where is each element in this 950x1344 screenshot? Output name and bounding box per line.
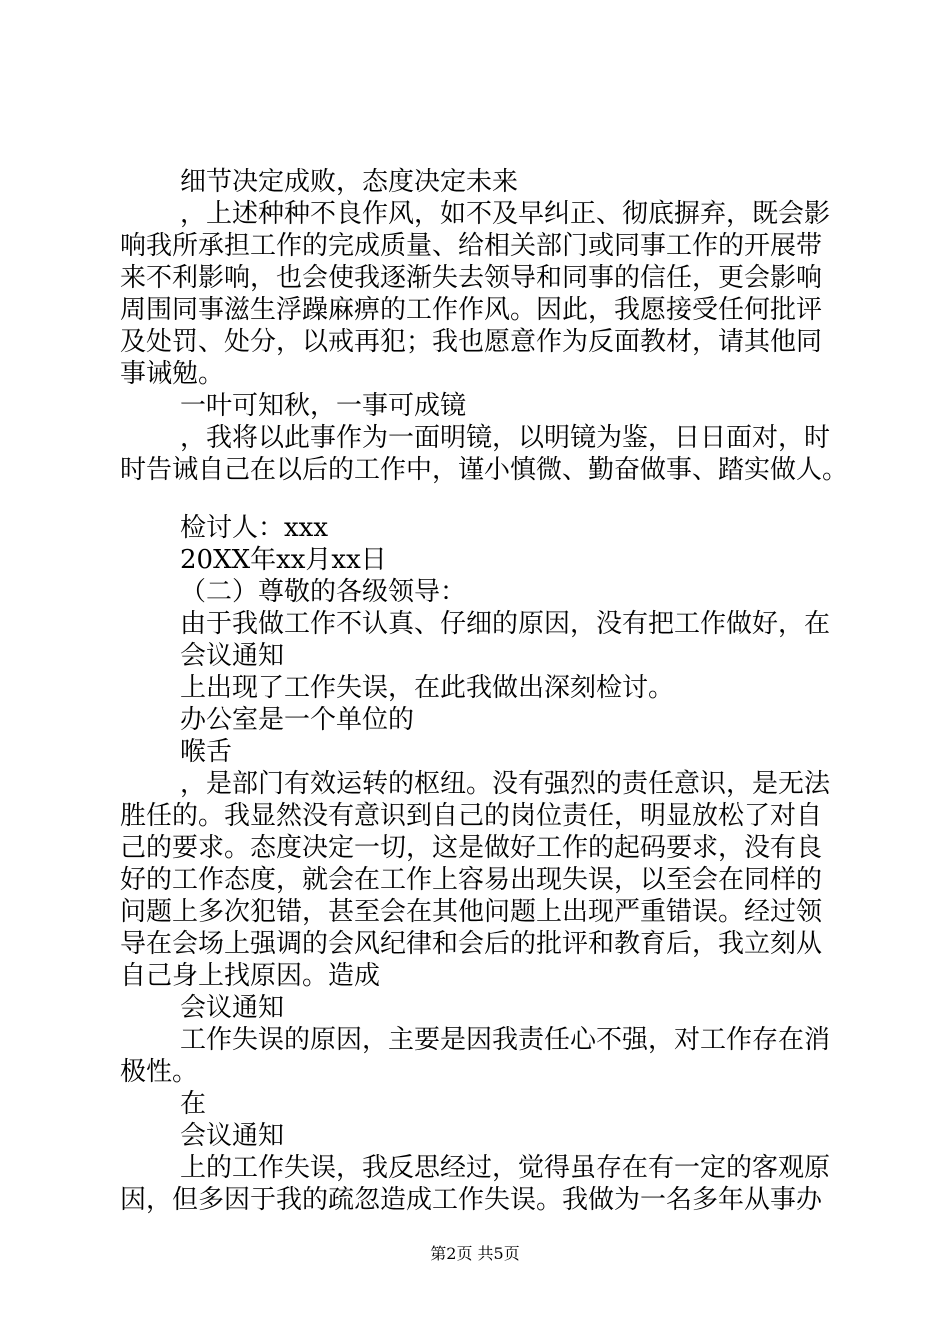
date-line: 20XX年xx月xx日: [180, 545, 387, 575]
page-number-footer: 第2页 共5页: [430, 1244, 520, 1263]
text-line: 细节决定成败，态度决定未来: [180, 167, 519, 197]
text-line: 上的工作失误，我反思经过，觉得虽存在有一定的客观原: [180, 1153, 831, 1183]
signature-line: 检讨人：xxx: [180, 513, 328, 543]
text-line: 因，但多因于我的疏忽造成工作失误。我做为一名多年从事办: [120, 1185, 823, 1215]
text-line: 工作失误的原因，主要是因我责任心不强，对工作存在消: [180, 1025, 831, 1055]
text-line: 上出现了工作失误，在此我做出深刻检讨。: [180, 673, 675, 703]
text-line: 由于我做工作不认真、仔细的原因，没有把工作做好，在: [180, 609, 831, 639]
text-line: 时告诫自己在以后的工作中，谨小慎微、勤奋做事、踏实做人。: [120, 455, 849, 485]
text-line: 导在会场上强调的会风纪律和会后的批评和教育后，我立刻从: [120, 929, 823, 959]
text-line: 自己身上找原因。造成: [120, 961, 381, 991]
text-line: 己的要求。态度决定一切，这是做好工作的起码要求，没有良: [120, 833, 823, 863]
text-line: 响我所承担工作的完成质量、给相关部门或同事工作的开展带: [120, 231, 823, 261]
text-line: ，上述种种不良作风，如不及早纠正、彻底摒弃，既会影: [180, 199, 831, 229]
text-line: 会议通知: [180, 1121, 285, 1151]
text-line: ，我将以此事作为一面明镜，以明镜为鉴，日日面对，时: [180, 423, 831, 453]
text-line: 胜任的。我显然没有意识到自己的岗位责任，明显放松了对自: [120, 801, 823, 831]
text-line: 问题上多次犯错，甚至会在其他问题上出现严重错误。经过领: [120, 897, 823, 927]
section-heading: （二）尊敬的各级领导：: [180, 577, 467, 607]
text-line: ，是部门有效运转的枢纽。没有强烈的责任意识，是无法: [180, 769, 831, 799]
text-line: 一叶可知秋，一事可成镜: [180, 391, 467, 421]
text-line: 及处罚、处分，以戒再犯；我也愿意作为反面教材，请其他同: [120, 327, 823, 357]
text-line: 周围同事滋生浮躁麻痹的工作作风。因此，我愿接受任何批评: [120, 295, 823, 325]
text-line: 办公室是一个单位的: [180, 705, 415, 735]
text-line: 来不利影响，也会使我逐渐失去领导和同事的信任，更会影响: [120, 263, 823, 293]
text-line: 会议通知: [180, 993, 285, 1023]
text-line: 喉舌: [180, 737, 233, 767]
text-line: 会议通知: [180, 641, 285, 671]
text-line: 好的工作态度，就会在工作上容易出现失误，以至会在同样的: [120, 865, 823, 895]
text-line: 在: [180, 1089, 207, 1119]
text-line: 事诫勉。: [120, 359, 225, 389]
text-line: 极性。: [120, 1057, 199, 1087]
